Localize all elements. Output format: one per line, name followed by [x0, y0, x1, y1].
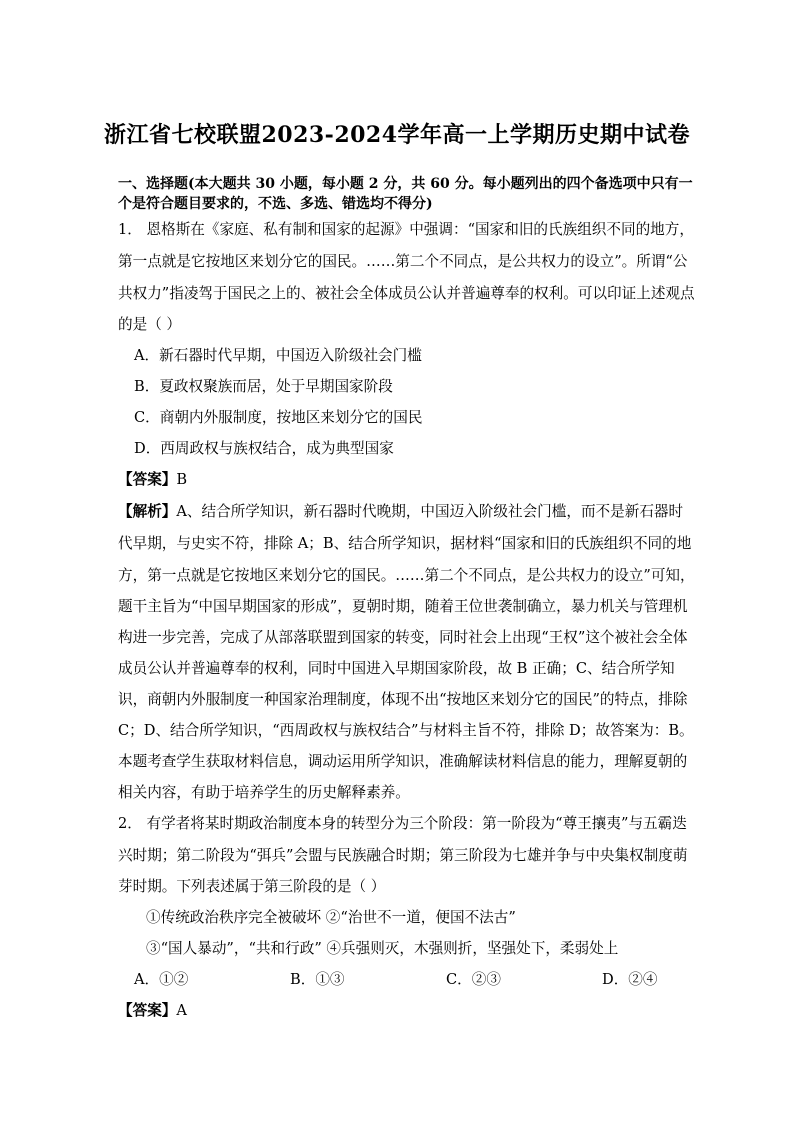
- q1-stem-line-3: 共权力”指凌驾于国民之上的、被社会全体成员公认并普遍尊奉的权利。可以印证上述观点: [118, 285, 695, 302]
- q1-stem-line-1: 1． 恩格斯在《家庭、私有制和国家的起源》中强调：“国家和旧的氏族组织不同的地方，: [118, 221, 694, 238]
- q2-answer-value: A: [176, 1002, 187, 1019]
- q1-option-c: C．商朝内外服制度，按地区来划分它的国民: [134, 409, 423, 426]
- q1-analysis-line-8: C；D、结合所学知识，“西周政权与族权结合”与材料主旨不符，排除 D；故答案为：B。: [118, 722, 694, 739]
- q2-stem-line-3: 芽时期。下列表述属于第三阶段的是（ ）: [118, 878, 386, 895]
- q2-stem-line-1: 2． 有学者将某时期政治制度本身的转型分为三个阶段：第一阶段为“尊王攘夷”与五霸迭: [118, 815, 687, 832]
- section-header-line-1: 一、选择题(本大题共 30 小题，每小题 2 分，共 60 分。每小题列出的四个备选项中只有一: [118, 176, 693, 192]
- q1-analysis-line-5: 构进一步完善，完成了从部落联盟到国家的转变，同时社会上出现“王权”这个被社会全体: [118, 629, 688, 646]
- q1-option-b: B．夏政权聚族而居，处于早期国家阶段: [134, 378, 393, 395]
- q2-answer: [118, 1001, 187, 1021]
- q1-answer-value: B: [176, 471, 188, 488]
- q1-analysis-line-9: 本题考查学生获取材料信息，调动运用所学知识，准确解读材料信息的能力，理解夏朝的: [118, 753, 688, 770]
- q1-analysis-text-1: A、结合所学知识，新石器时代晚期，中国迈入阶级社会门槛，而不是新石器时: [176, 503, 684, 520]
- q2-answer-label: 【答案】: [118, 1002, 177, 1019]
- q2-option-b: B．①③: [290, 971, 345, 988]
- q2-stem-line-2: 兴时期；第二阶段为“弭兵”会盟与民族融合时期；第三阶段为七雄并争与中央集权制度萌: [118, 847, 688, 864]
- q1-analysis-line-1: [118, 502, 683, 522]
- q1-analysis-line-2: 代早期，与史实不符，排除 A；B、结合所学知识，据材料“国家和旧的氏族组织不同的地: [118, 535, 692, 552]
- q1-option-d: D．西周政权与族权结合，成为典型国家: [134, 440, 394, 457]
- q1-analysis-line-3: 方，第一点就是它按地区来划分它的国民。……第二个不同点，是公共权力的设立”可知，: [118, 567, 695, 584]
- q1-answer: [118, 470, 187, 490]
- q2-option-d: D．②④: [602, 971, 658, 988]
- q1-analysis-line-4: 题干主旨为“中国早期国家的形成”，夏朝时期，随着王位世袭制确立，暴力机关与管理机: [118, 598, 688, 615]
- q1-answer-label: 【答案】: [118, 471, 177, 488]
- section-header-line-2: 个是符合题目要求的，不选、多选、错选均不得分): [118, 196, 433, 212]
- q2-items-line-1: ①传统政治秩序完全被破坏 ②“治世不一道，便国不法古”: [146, 909, 516, 926]
- q2-option-a: A．①②: [134, 971, 189, 988]
- q2-option-c: C．②③: [446, 971, 501, 988]
- q1-analysis-label: 【解析】: [118, 503, 177, 520]
- q1-analysis-line-10: 相关内容，有助于培养学生的历史解释素养。: [118, 784, 410, 801]
- q1-stem-line-4: 的是（ ）: [118, 316, 182, 333]
- q1-analysis-line-7: 识，商朝内外服制度一种国家治理制度，体现不出“按地区来划分它的国民”的特点，排除: [118, 691, 688, 708]
- q1-stem-line-2: 第一点就是它按地区来划分它的国民。……第二个不同点，是公共权力的设立”。所谓“公: [118, 253, 688, 270]
- q2-items-line-2: ③“国人暴动”，“共和行政” ④兵强则灭，木强则折，坚强处下，柔弱处上: [146, 940, 619, 957]
- q1-option-a: A．新石器时代早期，中国迈入阶级社会门槛: [134, 347, 422, 364]
- page-title: 浙江省七校联盟2023-2024学年高一上学期历史期中试卷: [103, 122, 691, 148]
- q1-analysis-line-6: 成员公认并普遍尊奉的权利，同时中国进入早期国家阶段，故 B 正确；C、结合所学知: [118, 660, 675, 677]
